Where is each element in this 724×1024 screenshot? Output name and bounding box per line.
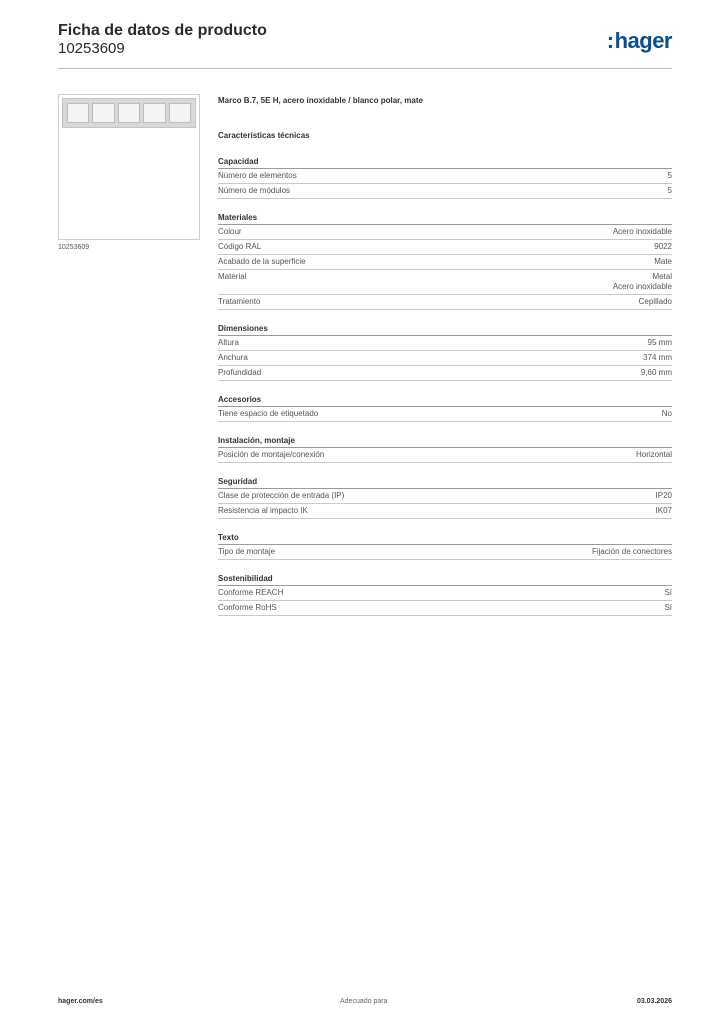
spec-label: Posición de montaje/conexión	[218, 450, 325, 459]
section-title: Instalación, montaje	[218, 436, 672, 448]
spec-row	[218, 240, 672, 255]
spec-value	[654, 257, 672, 267]
spec-value-line: 9022	[654, 242, 672, 251]
spec-value-line: 9,60 mm	[640, 368, 672, 377]
spec-value	[643, 353, 672, 363]
spec-row	[218, 504, 672, 519]
spec-value-line: Cepillado	[638, 297, 672, 306]
spec-value-line: No	[661, 409, 672, 418]
spec-label: Conforme RoHS	[218, 603, 277, 612]
product-name: Marco B.7, 5E H, acero inoxidable / blanco polar, mate	[218, 96, 423, 105]
spec-value-line: Metal	[652, 272, 672, 281]
spec-row	[218, 545, 672, 560]
spec-label: Anchura	[218, 353, 248, 362]
spec-row	[218, 448, 672, 463]
spec-label: Clase de protección de entrada (IP)	[218, 491, 345, 500]
footer-website[interactable]: hager.com/es	[58, 998, 103, 1005]
spec-value-line: IP20	[655, 491, 672, 500]
spec-value-line: Sí	[664, 603, 672, 612]
spec-value	[668, 171, 672, 181]
spec-value-line: Acero inoxidable	[612, 282, 672, 291]
hager-logo: :hager	[606, 28, 672, 53]
frame-slot	[143, 103, 165, 123]
product-code: 10253609	[58, 40, 125, 57]
section-title: Materiales	[218, 213, 672, 225]
spec-sections	[218, 157, 672, 616]
spec-value-line: 5	[667, 186, 672, 195]
spec-content	[218, 96, 672, 616]
spec-value-line: 5	[667, 171, 672, 180]
spec-value-line: Acero inoxidable	[612, 227, 672, 236]
spec-label: Tipo de montaje	[218, 547, 276, 556]
spec-value	[636, 450, 672, 460]
spec-row	[218, 255, 672, 270]
product-image	[58, 94, 200, 240]
spec-label: Altura	[218, 338, 239, 347]
spec-label: Número de módulos	[218, 186, 291, 195]
spec-value	[648, 338, 672, 348]
spec-label: Código RAL	[218, 242, 262, 251]
spec-label: Profundidad	[218, 368, 262, 377]
spec-row	[218, 225, 672, 240]
spec-row	[218, 184, 672, 199]
spec-value	[668, 186, 672, 196]
spec-value	[662, 409, 672, 419]
spec-value	[654, 242, 672, 252]
section-title: Dimensiones	[218, 324, 672, 336]
frame-slot	[67, 103, 89, 123]
spec-label: Material	[218, 272, 247, 281]
spec-value	[613, 227, 672, 237]
spec-row	[218, 270, 672, 295]
spec-row	[218, 295, 672, 310]
spec-label: Conforme REACH	[218, 588, 284, 597]
spec-label: Resistencia al impacto IK	[218, 506, 308, 515]
section-title: Seguridad	[218, 477, 672, 489]
spec-value	[639, 297, 672, 307]
spec-value-line: Fijación de conectores	[591, 547, 672, 556]
spec-label: Tiene espacio de etiquetado	[218, 409, 319, 418]
frame-slot	[169, 103, 191, 123]
spec-row	[218, 351, 672, 366]
spec-row	[218, 489, 672, 504]
spec-label: Número de elementos	[218, 171, 297, 180]
spec-label: Colour	[218, 227, 242, 236]
spec-value-line: 374 mm	[643, 353, 672, 362]
page-title: Ficha de datos de producto	[58, 22, 267, 39]
spec-value-line: Mate	[654, 257, 672, 266]
frame-illustration	[62, 98, 196, 128]
footer-note: Adecuado para	[340, 998, 388, 1005]
spec-label: Tratamiento	[218, 297, 261, 306]
image-caption: 10253609	[58, 244, 90, 251]
spec-value-line: Horizontal	[635, 450, 672, 459]
spec-row	[218, 366, 672, 381]
section-title: Accesorios	[218, 395, 672, 407]
spec-value	[613, 272, 672, 292]
spec-row	[218, 169, 672, 184]
spec-value-line: IK07	[655, 506, 672, 515]
spec-value	[656, 506, 672, 516]
frame-slot	[92, 103, 114, 123]
footer-date: 03.03.2026	[636, 998, 672, 1005]
spec-row	[218, 586, 672, 601]
spec-row	[218, 336, 672, 351]
spec-row	[218, 601, 672, 616]
spec-label: Acabado de la superficie	[218, 257, 306, 266]
spec-row	[218, 407, 672, 422]
spec-value-line: Sí	[664, 588, 672, 597]
frame-slot	[118, 103, 140, 123]
spec-value	[656, 491, 672, 501]
section-title: Texto	[218, 533, 672, 545]
spec-value	[664, 603, 672, 613]
spec-value	[592, 547, 672, 557]
header-divider	[58, 68, 672, 69]
section-title: Sostenibilidad	[218, 574, 672, 586]
tech-heading: Características técnicas	[218, 131, 310, 140]
spec-value	[641, 368, 672, 378]
spec-value	[664, 588, 672, 598]
section-title: Capacidad	[218, 157, 672, 169]
spec-value-line: 95 mm	[647, 338, 672, 347]
